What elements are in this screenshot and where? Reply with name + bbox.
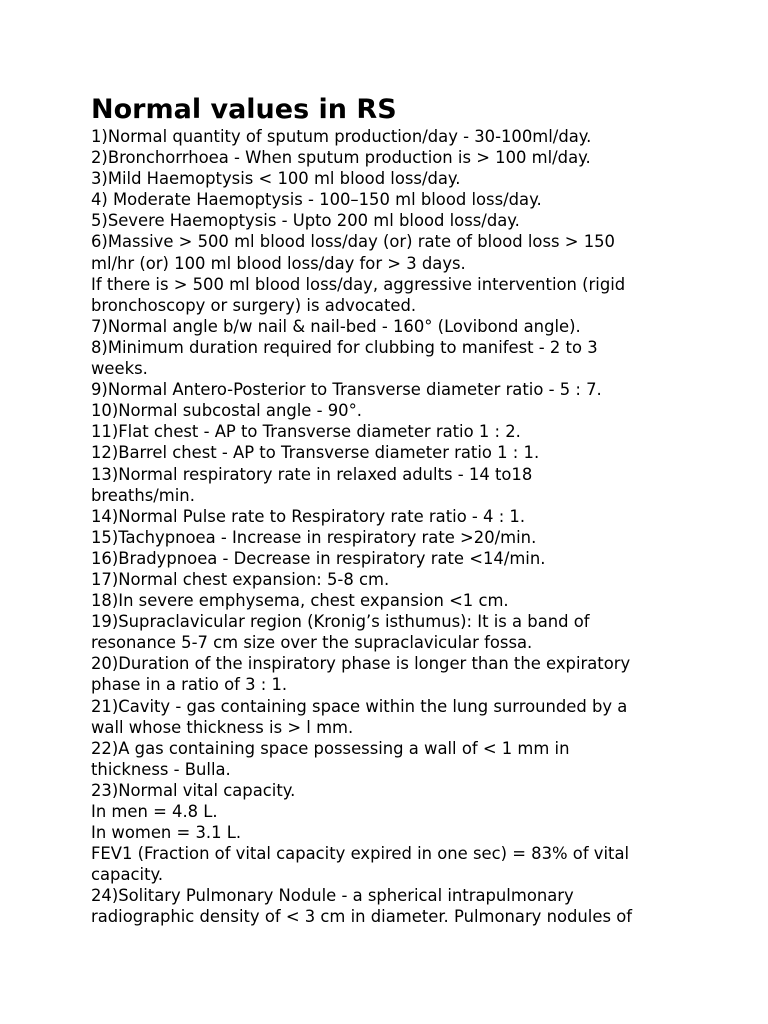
text-line: 5)Severe Haemoptysis - Upto 200 ml blood loss/day. [91,211,520,231]
page-title: Normal values in RS [91,94,397,125]
text-line: ml/hr (or) 100 ml blood loss/day for > 3 days. [91,253,466,273]
text-line: weeks. [91,359,148,379]
text-line: 21)Cavity - gas containing space within the lung surrounded by a [91,696,628,716]
text-line: 13)Normal respiratory rate in relaxed adults - 14 to18 [91,464,533,484]
text-line: capacity. [91,865,164,885]
text-line: 3)Mild Haemoptysis < 100 ml blood loss/day. [91,169,461,189]
text-line: 19)Supraclavicular region (Kronig’s isthumus): It is a band of [91,612,590,632]
text-line: FEV1 (Fraction of vital capacity expired in one sec) = 83% of vital [91,844,630,864]
document-body [91,126,751,928]
text-line: bronchoscopy or surgery) is advocated. [91,295,417,315]
text-line: phase in a ratio of 3 : 1. [91,675,288,695]
text-line: 12)Barrel chest - AP to Transverse diameter ratio 1 : 1. [91,443,540,463]
text-line: In women = 3.1 L. [91,823,242,843]
text-line: 14)Normal Pulse rate to Respiratory rate ratio - 4 : 1. [91,506,526,526]
text-line: radiographic density of < 3 cm in diameter. Pulmonary nodules of [91,907,632,927]
text-line: thickness - Bulla. [91,759,231,779]
text-line: 22)A gas containing space possessing a wall of < 1 mm in [91,738,570,758]
text-line: breaths/min. [91,485,195,505]
text-line: resonance 5-7 cm size over the supraclavicular fossa. [91,633,533,653]
text-line: 4) Moderate Haemoptysis - 100–150 ml blood loss/day. [91,190,542,210]
text-line: 9)Normal Antero-Posterior to Transverse diameter ratio - 5 : 7. [91,380,602,400]
text-line: 10)Normal subcostal angle - 90°. [91,401,362,421]
text-line: In men = 4.8 L. [91,802,218,821]
text-line: 18)In severe emphysema, chest expansion <1 cm. [91,591,509,611]
document-page [91,93,751,928]
text-line: 2)Bronchorrhoea - When sputum production is > 100 ml/day. [91,148,591,168]
text-line: If there is > 500 ml blood loss/day, aggressive intervention (rigid [91,274,626,294]
text-line: 17)Normal chest expansion: 5-8 cm. [91,569,390,589]
text-line: wall whose thickness is > l mm. [91,717,354,737]
text-line: 16)Bradypnoea - Decrease in respiratory rate <14/min. [91,548,546,568]
text-line: 7)Normal angle b/w nail & nail-bed - 160° (Lovibond angle). [91,316,581,336]
text-line: 15)Tachypnoea - Increase in respiratory rate >20/min. [91,527,537,547]
text-line: 1)Normal quantity of sputum production/day - 30-100ml/day. [91,127,592,146]
text-line: 23)Normal vital capacity. [91,780,296,800]
text-line: 8)Minimum duration required for clubbing to manifest - 2 to 3 [91,337,598,357]
text-line: 24)Solitary Pulmonary Nodule - a spherical intrapulmonary [91,886,574,906]
text-line: 11)Flat chest - AP to Transverse diameter ratio 1 : 2. [91,422,521,442]
text-line: 20)Duration of the inspiratory phase is longer than the expiratory [91,654,631,674]
text-line: 6)Massive > 500 ml blood loss/day (or) rate of blood loss > 150 [91,232,615,252]
